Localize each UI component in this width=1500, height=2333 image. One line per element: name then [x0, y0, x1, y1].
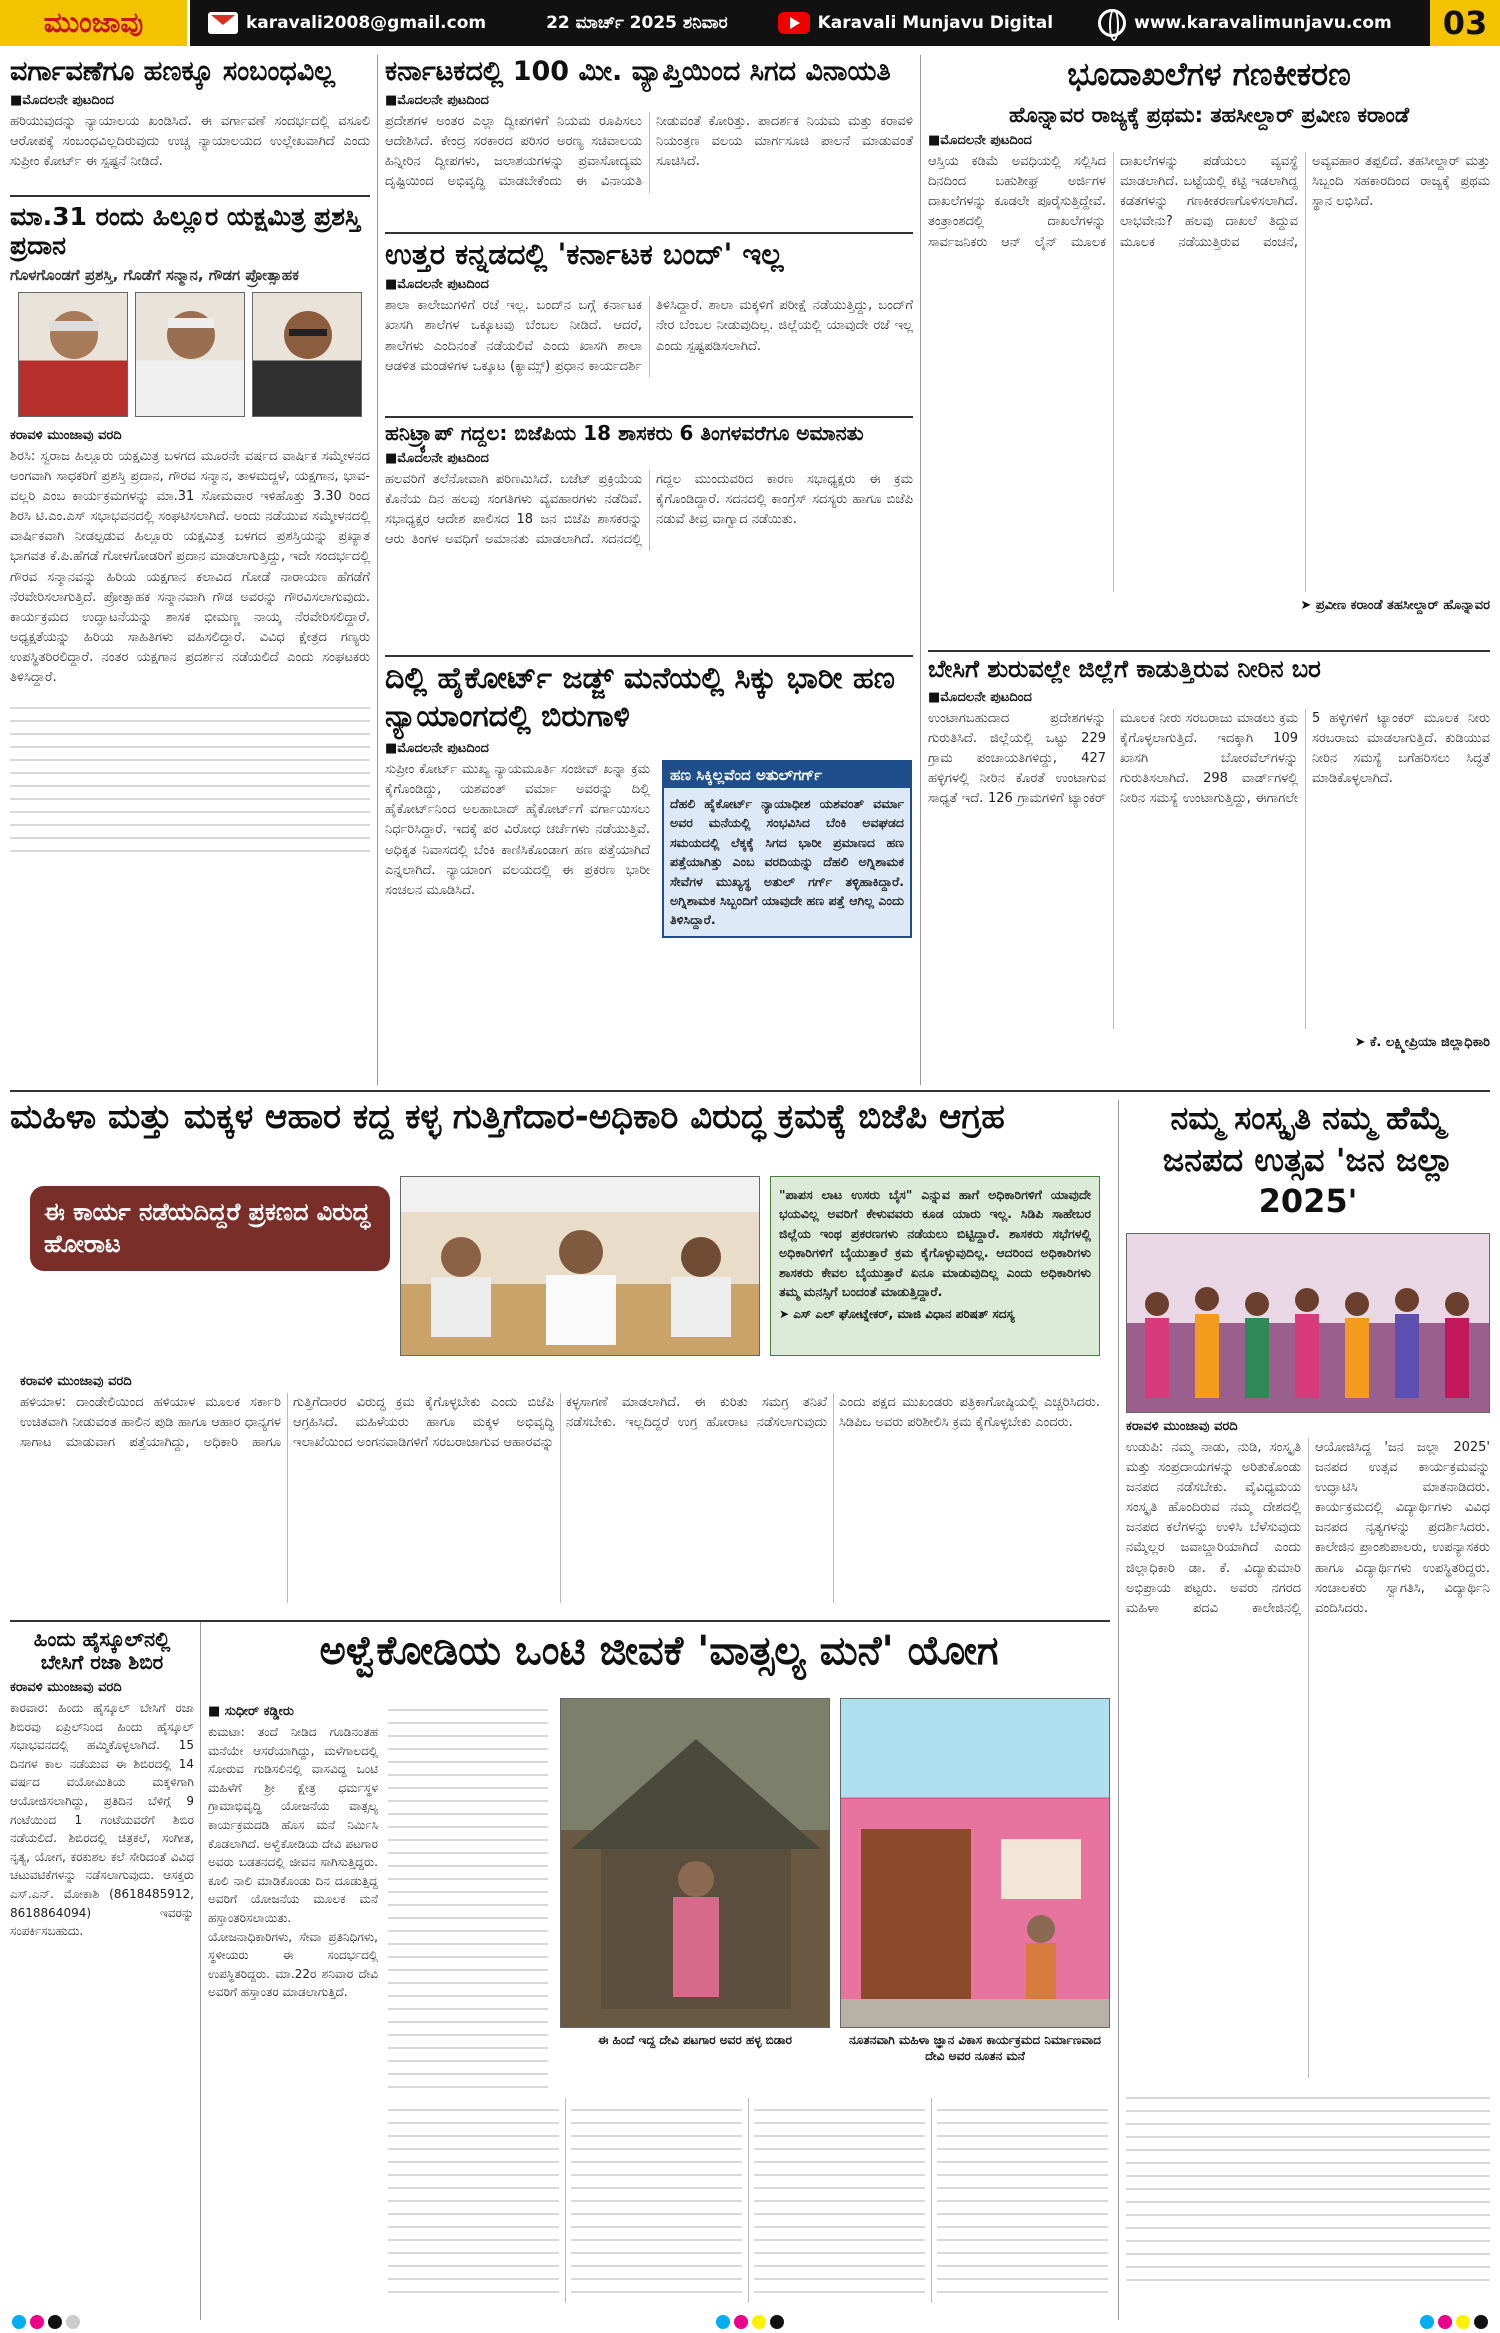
- old-hut-photo[interactable]: [560, 1698, 830, 2028]
- article-body: ಕುಮಟಾ: ತಂದೆ ನೀಡಿದ ಗೂಡಿನಂತಹ ಮನೆಯೇ ಆಸರೆಯಾಗಿದ್ದು, ಮಳೆಗಾಲದಲ್ಲಿ ಸೋರುವ ಗುಡಿಸಲಿನಲ್ಲಿ ವಾಸವಿದ್ದ ಒಂಟಿ ಮಹಿಳೆಗೆ ಶ್ರೀ ಕ್ಷೇತ್ರ ಧರ್ಮಸ್ಥಳ ಗ್ರಾಮಾಭಿವೃದ್ಧಿ ಯೋಜನೆಯ ವಾತ್ಸಲ್ಯ ಕಾರ್ಯಕ್ರಮದಡಿ ಹೊಸ ಮನೆ ನಿರ್ಮಿಸಿ ಕೊಡಲಾಗಿದೆ. ಅಳ್ವೆಕೋಡಿಯ ದೇವಿ ಪಟಗಾರ ಅವರು ಬಡತನದಲ್ಲಿ ಜೀವನ ಸಾಗಿಸುತ್ತಿದ್ದರು. ಕೂಲಿ ನಾಲಿ ಮಾಡಿಕೊಂಡು ದಿನ ದೂಡುತ್ತಿದ್ದ ಅವರಿಗೆ ಯೋಜನೆಯ ಮೂಲಕ ಮನೆ ಹಸ್ತಾಂತರಿಸಲಾಯಿತು. ಯೋಜನಾಧಿಕಾರಿಗಳು, ಸೇವಾ ಪ್ರತಿನಿಧಿಗಳು, ಸ್ಥಳೀಯರು ಈ ಸಂದರ್ಭದಲ್ಲಿ ಉಪಸ್ಥಿತರಿದ್ದರು. ಮಾ.22ರ ಶನಿವಾರ ದೇವಿ ಅವರಿಗೆ ಹಸ್ತಾಂತರ ಮಾಡಲಾಗುತ್ತಿದೆ.: [208, 1725, 378, 2000]
- photo-caption: ನೂತನವಾಗಿ ಮಹಿಳಾ ಜ್ಞಾನ ವಿಕಾಸ ಕಾರ್ಯಕ್ರಮದ ನಿರ್ಮಾಣವಾದ ದೇವಿ ಅವರ ನೂತನ ಮನೆ: [848, 2033, 1102, 2063]
- headline[interactable]: ಮಹಿಳಾ ಮತ್ತು ಮಕ್ಕಳ ಆಹಾರ ಕದ್ದ ಕಳ್ಳ ಗುತ್ತಿಗೆದಾರ-ಅಧಿಕಾರಿ ವಿರುದ್ಧ ಕ್ರಮಕ್ಕೆ ಬಿಜೆಪಿ ಆಗ್ರಹ: [10, 1098, 1005, 1137]
- article-karnataka-bandh: [385, 238, 913, 413]
- article-left-column: [208, 1698, 378, 2002]
- email-text: karavali2008@gmail.com: [246, 13, 487, 33]
- text-continuation: [937, 2098, 1108, 2298]
- email-contact[interactable]: [208, 12, 486, 34]
- subheadline: ಹೊನ್ನಾವರ ರಾಜ್ಯಕ್ಕೆ ಪ್ರಥಮ: ತಹಸೀಲ್ದಾರ್ ಪ್ರವೀಣ ಕರಾಂಡೆ: [1008, 102, 1410, 127]
- divider: [385, 232, 913, 234]
- magenta-dot-icon: [734, 2315, 748, 2329]
- portrait-photo[interactable]: [252, 292, 362, 417]
- cyan-dot-icon: [1420, 2315, 1434, 2329]
- article-body: ಉಡುಪಿ: ನಮ್ಮ ನಾಡು, ನುಡಿ, ಸಂಸ್ಕೃತಿ ಮತ್ತು ಸಂಪ್ರದಾಯಗಳನ್ನು ಅರಿತುಕೊಂಡು ಜನಪದ ನಡೆಸಬೇಕು. ವೈವಿಧ್ಯಮಯ ಸಂಸ್ಕೃತಿ ಹೊಂದಿರುವ ನಮ್ಮ ದೇಶದಲ್ಲಿ ಜನಪದ ಕಲೆಗಳನ್ನು ಉಳಿಸಿ ಬೆಳೆಸುವುದು ನಮ್ಮೆಲ್ಲರ ಜವಾಬ್ದಾರಿಯಾಗಿದೆ ಎಂದು ಜಿಲ್ಲಾಧಿಕಾರಿ ಡಾ. ಕೆ. ವಿದ್ಯಾಕುಮಾರಿ ಅಭಿಪ್ರಾಯ ಪಟ್ಟರು. ಅವರು ನಗರದ ಮಹಿಳಾ ಪದವಿ ಕಾಲೇಜಿನಲ್ಲಿ ಆಯೋಜಿಸಿದ್ದ 'ಜನ ಜಲ್ಲಾ 2025' ಜನಪದ ಉತ್ಸವ ಕಾರ್ಯಕ್ರಮವನ್ನು ಉದ್ಘಾಟಿಸಿ ಮಾತನಾಡಿದರು. ಕಾರ್ಯಕ್ರಮದಲ್ಲಿ ವಿದ್ಯಾರ್ಥಿಗಳು ವಿವಿಧ ಜನಪದ ನೃತ್ಯಗಳನ್ನು ಪ್ರದರ್ಶಿಸಿದರು. ಕಾಲೇಜಿನ ಪ್ರಾಂಶುಪಾಲರು, ಉಪನ್ಯಾಸಕರು ಹಾಗೂ ವಿದ್ಯಾರ್ಥಿಗಳು ಉಪಸ್ಥಿತರಿದ್ದರು. ಸಂಚಾಲಕರು ಸ್ವಾಗತಿಸಿ, ವಿದ್ಯಾರ್ಥಿನಿ ವಂದಿಸಿದರು.: [1126, 1439, 1490, 1616]
- munjavu-logo[interactable]: ಮುಂಜಾವು: [0, 0, 190, 46]
- press-meet-photo[interactable]: [400, 1176, 760, 1356]
- article-land-records: [928, 56, 1490, 648]
- person-silhouette-icon: [136, 293, 245, 417]
- issue-date: 22 ಮಾರ್ಚ್ 2025 ಶನಿವಾರ: [546, 13, 728, 33]
- new-house-photo[interactable]: [840, 1698, 1110, 2028]
- article-body: ಪ್ರದೇಶಗಳ ಅಂತರ ಎಲ್ಲಾ ದ್ವೀಪಗಳಿಗೆ ನಿಯಮ ರೂಪಿಸಲು ಆದೇಶಿಸಿದೆ. ಕೇಂದ್ರ ಸರಕಾರದ ಪರಿಸರ ಅರಣ್ಯ ಸಚಿವಾಲಯ ಹಿನ್ನೀರಿನ ದ್ವೀಪಗಳು, ಜಲಾಶಯಗಳನ್ನು ಪ್ರವಾಸೋದ್ಯಮ ದೃಷ್ಟಿಯಿಂದ ಅಭಿವೃದ್ಧಿ ಮಾಡಬೇಕೆಂದು ಈ ವಿನಾಯತಿ ನೀಡುವಂತೆ ಕೋರಿತ್ತು. ಪಾದರ್ಶಕ ನಿಯಮ ಮತ್ತು ಕರಾವಳಿ ನಿಯಂತ್ರಣ ವಲಯ ಮಾರ್ಗಸೂಚಿ ಪಾಲನೆ ಮಾಡುವಂತೆ ಸೂಚಿಸಿದೆ.: [385, 114, 913, 190]
- youtube-channel[interactable]: [778, 12, 1054, 34]
- registration-marks: [1420, 2315, 1488, 2329]
- signature: ➤ ಕೆ. ಲಕ್ಷ್ಮೀಪ್ರಿಯಾ ಜಿಲ್ಲಾಧಿಕಾರಿ: [1354, 1034, 1490, 1050]
- registration-marks: [12, 2315, 80, 2329]
- text-continuation: [1126, 2086, 1490, 2286]
- headline[interactable]: ಭೂದಾಖಲೆಗಳ ಗಣಕೀಕರಣ: [1067, 56, 1351, 93]
- headline[interactable]: ಕರ್ನಾಟಕದಲ್ಲಿ 100 ಮೀ. ವ್ಯಾಪ್ತಿಯಿಂದ ಸಿಗದ ವಿನಾಯತಿ: [385, 56, 891, 87]
- masthead-bar: [0, 0, 1500, 46]
- box-body: ದೆಹಲಿ ಹೈಕೋರ್ಟ್ ನ್ಯಾಯಾಧೀಶ ಯಶವಂತ್ ವರ್ಮಾ ಅವರ ಮನೆಯಲ್ಲಿ ಸಂಭವಿಸಿದ ಬೆಂಕಿ ಅವಘಡದ ಸಮಯದಲ್ಲಿ ಲೆಕ್ಕಕ್ಕೆ ಸಿಗದ ಭಾರೀ ಪ್ರಮಾಣದ ಹಣ ಪತ್ತೆಯಾಗಿತ್ತು ಎಂಬ ವರದಿಯನ್ನು ದೆಹಲಿ ಅಗ್ನಿಶಾಮಕ ಸೇವೆಗಳ ಮುಖ್ಯಸ್ಥ ಅತುಲ್ ಗರ್ಗ್ ತಳ್ಳಿಹಾಕಿದ್ದಾರೆ. ಅಗ್ನಿಶಾಮಕ ಸಿಬ್ಬಂದಿಗೆ ಯಾವುದೇ ಹಣ ಪತ್ತೆ ಆಗಿಲ್ಲ ಎಂದು ತಿಳಿಸಿದ್ದಾರೆ.: [670, 796, 904, 928]
- cyan-dot-icon: [12, 2315, 26, 2329]
- person-silhouette-icon: [19, 293, 128, 417]
- divider: [10, 1090, 1490, 1092]
- divider: [385, 655, 913, 657]
- magenta-dot-icon: [30, 2315, 44, 2329]
- byline: ■ ಸುಧೀರ್ ಕಡ್ಡೀರು: [208, 1704, 294, 1719]
- text-continuation: [754, 2098, 925, 2298]
- article-vatsalya-home: [208, 1628, 1110, 2308]
- byline: ■ಮೊದಲನೇ ಪುಟದಿಂದ: [928, 132, 1032, 148]
- website-text: www.karavalimunjavu.com: [1134, 13, 1392, 33]
- article-body-wrap: [385, 760, 913, 938]
- article-body: ಉಂಟಾಗಬಹುದಾದ ಪ್ರದೇಶಗಳನ್ನು ಗುರುತಿಸಿದೆ. ಜಿಲ್ಲೆಯಲ್ಲಿ ಒಟ್ಟು 229 ಗ್ರಾಮ ಪಂಚಾಯತಿಗಳಿದ್ದು, 427 ಹಳ್ಳಿಗಳಲ್ಲಿ ನೀರಿನ ಕೊರತೆ ಉಂಟಾಗುವ ಸಾಧ್ಯತೆ ಇದೆ. 126 ಗ್ರಾಮಗಳಿಗೆ ಟ್ಯಾಂಕರ್ ಮೂಲಕ ನೀರು ಸರಬರಾಜು ಮಾಡಲು ಕ್ರಮ ಕೈಗೊಳ್ಳಲಾಗುತ್ತಿದೆ. ಇದಕ್ಕಾಗಿ 109 ಖಾಸಗಿ ಬೋರವೆಲ್‌ಗಳನ್ನು ಗುರುತಿಸಲಾಗಿದೆ. 298 ವಾರ್ಡ್‌ಗಳಲ್ಲಿ ನೀರಿನ ಸಮಸ್ಯೆ ಉಂಟಾಗುತ್ತಿದ್ದು, ಈಗಾಗಲೇ 5 ಹಳ್ಳಿಗಳಿಗೆ ಟ್ಯಾಂಕರ್ ಮೂಲಕ ನೀರು ಸರಬರಾಜು ಮಾಡಲಾಗುತ್ತಿದೆ. ಕುಡಿಯುವ ನೀರಿನ ಸಮಸ್ಯೆ ಬಗೆಹರಿಸಲು ಸಿದ್ಧತೆ ಮಾಡಿಕೊಳ್ಳಲಾಗಿದೆ.: [928, 710, 1490, 807]
- text-continuation: [388, 1698, 548, 2088]
- yellow-dot-icon: [1456, 2315, 1470, 2329]
- quote-signature: ➤ ಎಸ್ ಎಲ್ ಘೋಟ್ನೇಕರ್, ಮಾಜಿ ವಿಧಾನ ಪರಿಷತ್ ಸದಸ್ಯ: [779, 1307, 1015, 1322]
- article-body: ಹಳಿಯಾಳ: ದಾಂಡೇಲಿಯಿಂದ ಹಳಿಯಾಳ ಮೂಲಕ ಸರ್ಕಾರಿ ಉಚಿತವಾಗಿ ನೀಡುವಂತ ಹಾಲಿನ ಪುಡಿ ಹಾಗೂ ಆಹಾರ ಧಾನ್ಯಗಳ ಸಾಗಾಟ ಮಾಡುವಾಗ ಪತ್ತೆಯಾಗಿದ್ದು, ಅಧಿಕಾರಿ ಹಾಗೂ ಗುತ್ತಿಗೆದಾರರ ವಿರುದ್ಧ ಕ್ರಮ ಕೈಗೊಳ್ಳಬೇಕು ಎಂದು ಬಿಜೆಪಿ ಆಗ್ರಹಿಸಿದೆ. ಮಹಿಳೆಯರು ಹಾಗೂ ಮಕ್ಕಳ ಅಭಿವೃದ್ಧಿ ಇಲಾಖೆಯಿಂದ ಅಂಗನವಾಡಿಗಳಿಗೆ ಸರಬರಾಜಾಗುವ ಆಹಾರವನ್ನು ಕಳ್ಳಸಾಗಣೆ ಮಾಡಲಾಗಿದೆ. ಈ ಕುರಿತು ಸಮಗ್ರ ತನಿಖೆ ನಡೆಸಬೇಕು. ಇಲ್ಲದಿದ್ದರೆ ಉಗ್ರ ಹೋರಾಟ ನಡೆಸಲಾಗುವುದು ಎಂದು ಪಕ್ಷದ ಮುಖಂಡರು ಪತ್ರಿಕಾಗೋಷ್ಠಿಯಲ್ಲಿ ಎಚ್ಚರಿಸಿದರು. ಸಿಡಿಪಿಒ ಅವರು ಪರಿಶೀಲಿಸಿ ಕ್ರಮ ಕೈಗೊಳ್ಳಬೇಕು ಎಂದರು.: [20, 1395, 1100, 1451]
- text-continuation-columns: [388, 2098, 1108, 2303]
- page-number: 03: [1430, 0, 1500, 46]
- headline[interactable]: ಹನಿಟ್ರ್ಯಾಪ್ ಗದ್ದಲ: ಬಿಜೆಪಿಯ 18 ಶಾಸಕರು 6 ತಿಂಗಳವರೆಗೂ ಅಮಾನತು: [385, 422, 864, 445]
- byline: ■ಮೊದಲನೇ ಪುಟದಿಂದ: [385, 741, 489, 756]
- article-body: ಹರಿಯುವುದನ್ನು ನ್ಯಾಯಾಲಯ ಖಂಡಿಸಿದೆ. ಈ ವರ್ಗಾವಣೆ ಸಂದರ್ಭದಲ್ಲಿ ವಸೂಲಿ ಆರೋಪಕ್ಕೆ ಸಂಬಂಧವಿಲ್ಲದಿರುವುದು ಉಚ್ಚ ನ್ಯಾಯಾಲಯದ ಉಲ್ಲೇಖವಾಗಿದೆ ಎಂದು ಸುಪ್ರೀಂ ಕೋರ್ಟ್‌ ಈ ಸ್ಪಷ್ಟನೆ ನೀಡಿದೆ.: [10, 114, 370, 170]
- article-body: ಕಾರವಾರ: ಹಿಂದು ಹೈಸ್ಕೂಲ್ ಬೇಸಿಗೆ ರಜಾ ಶಿಬಿರವು ಏಪ್ರಿಲ್‌ನಿಂದ ಹಿಂದು ಹೈಸ್ಕೂಲ್ ಸಭಾಭವನದಲ್ಲಿ ಹಮ್ಮಿಕೊಳ್ಳಲಾಗಿದೆ. 15 ದಿನಗಳ ಕಾಲ ನಡೆಯುವ ಈ ಶಿಬಿರದಲ್ಲಿ 14 ವರ್ಷದ ವಯೋಮಿತಿಯ ಮಕ್ಕಳಿಗಾಗಿ ಆಯೋಜಿಸಲಾಗಿದ್ದು, ಪ್ರತಿದಿನ ಬೆಳಿಗ್ಗೆ 9 ಗಂಟೆಯಿಂದ 1 ಗಂಟೆಯವರೆಗೆ ಶಿಬಿರ ನಡೆಯಲಿದೆ. ಶಿಬಿರದಲ್ಲಿ ಚಿತ್ರಕಲೆ, ಸಂಗೀತ, ನೃತ್ಯ, ಯೋಗ, ಕರಕುಶಲ ಕಲೆ ಸೇರಿದಂತೆ ವಿವಿಧ ಚಟುವಟಿಕೆಗಳನ್ನು ನಡೆಸಲಾಗುವುದು. ಆಸಕ್ತರು ಎಸ್.ಎನ್. ಮೋಕಾಶಿ (8618485912, 8618864094) ಇವರನ್ನು ಸಂಪರ್ಕಿಸಬಹುದು.: [10, 1701, 194, 1939]
- cyan-dot-icon: [716, 2315, 730, 2329]
- byline: ■ಮೊದಲನೇ ಪುಟದಿಂದ: [385, 277, 489, 293]
- quote-text: "ಪಾಪಸ ಲಾಟ ಉಸರು ಬೈಸ" ಎನ್ನುವ ಹಾಗೆ ಅಧಿಕಾರಿಗಳಿಗೆ ಯಾವುದೇ ಭಯವಿಲ್ಲ ಅವರಿಗೆ ಕೇಳುವವರು ಕೂಡ ಯಾರು ಇಲ್ಲ. ಸಿಡಿಪಿ ಸಾಹೇಬರ ಜಿಲ್ಲೆಯ ಇಂಥ ಪ್ರಕರಣಗಳು ನಡೆಯಲು ಬಿಟ್ಟಿದ್ದಾರೆ. ಶಾಸಕರು ಸಭೆಗಳಲ್ಲಿ ಅಧಿಕಾರಿಗಳಿಗೆ ಬೈಯುತ್ತಾರೆ ಕ್ರಮ ಕೈಗೊಳ್ಳುವುದಿಲ್ಲ. ಆದರಿಂದ ಅಧಿಕಾರಿಗಳು ಶಾಸಕರು ಕೇವಲ ಬೈಯುತ್ತಾರೆ ಏನೂ ಮಾಡುವುದಿಲ್ಲ ಎಂದು ಅಧಿಕಾರಿಗಳು ತಮ್ಮ ಮನಸ್ಸಿಗೆ ಬಂದಂತೆ ಮಾಡುತ್ತಿದ್ದಾರೆ.: [779, 1187, 1091, 1299]
- portrait-row: [10, 292, 370, 422]
- column-divider: [377, 55, 378, 1085]
- divider: [385, 416, 913, 418]
- divider: [10, 195, 370, 197]
- black-dot-icon: [770, 2315, 784, 2329]
- print-registration-bar: [0, 2311, 1500, 2333]
- dancers-icon: [1127, 1234, 1490, 1413]
- article-body: ಶಾಲಾ ಕಾಲೇಜುಗಳಿಗೆ ರಜೆ ಇಲ್ಲ. ಬಂದ್‌ನ ಬಗ್ಗೆ ಕರ್ನಾಟಕ ಖಾಸಗಿ ಶಾಲೆಗಳ ಒಕ್ಕೂಟವು ಬೆಂಬಲ ನೀಡಿದೆ. ಆದರೆ, ಶಾಲೆಗಳು ಎಂದಿನಂತೆ ನಡೆಯಲಿವೆ ಎಂದು ಖಾಸಗಿ ಶಾಲಾ ಆಡಳಿತ ಮಂಡಳಿಗಳ ಒಕ್ಕೂಟ (ಕ್ಯಾಮ್ಸ್) ಪ್ರಧಾನ ಕಾರ್ಯದರ್ಶಿ ತಿಳಿಸಿದ್ದಾರೆ. ಶಾಲಾ ಮಕ್ಕಳಿಗೆ ಪರೀಕ್ಷೆ ನಡೆಯುತ್ತಿದ್ದು, ಬಂದ್‌ಗೆ ನೇರ ಬೆಂಬಲ ನೀಡುವುದಿಲ್ಲ. ಜಿಲ್ಲೆಯಲ್ಲಿ ಯಾವುದೇ ರಜೆ ಇಲ್ಲ ಎಂದು ಸ್ಪಷ್ಟಪಡಿಸಲಾಗಿದೆ.: [385, 298, 913, 374]
- headline[interactable]: ದಿಲ್ಲಿ ಹೈಕೋರ್ಟ್‌ ಜಡ್ಜ್ ಮನೆಯಲ್ಲಿ ಸಿಕ್ಕು ಭಾರೀ ಹಣ ನ್ಯಾಯಾಂಗದಲ್ಲಿ ಬಿರುಗಾಳಿ: [385, 661, 895, 734]
- byline: ಕರಾವಳಿ ಮುಂಜಾವು ವರದಿ: [10, 1680, 122, 1695]
- sidebar-box: [662, 760, 912, 938]
- portrait-photo[interactable]: [18, 292, 128, 417]
- article-body-wrap: [20, 1368, 1100, 1603]
- headline[interactable]: ಬೇಸಿಗೆ ಶುರುವಲ್ಲೇ ಜಿಲ್ಲೆಗೆ ಕಾಡುತ್ತಿರುವ ನೀರಿನ ಬರ: [928, 656, 1321, 683]
- text-continuation: [10, 696, 370, 856]
- headline[interactable]: ಮಾ.31 ರಂದು ಹಿಲ್ಲೂರ ಯಕ್ಷಮಿತ್ರ ಪ್ರಶಸ್ತಿ ಪ್ರದಾನ: [10, 203, 361, 260]
- article-water-shortage: [928, 656, 1490, 1086]
- callout-banner: ಈ ಕಾರ್ಯ ನಡೆಯದಿದ್ದರೆ ಪ್ರಕಣದ ವಿರುದ್ಧ ಹೋರಾಟ: [30, 1186, 390, 1271]
- subheadline: ಗೊಳಗೊಂಡಗೆ ಪ್ರಶಸ್ತಿ, ಗೊಡೆಗೆ ಸನ್ಮಾನ, ಗೌಡಗ ಪ್ರೋತ್ಸಾಹಕ: [10, 265, 299, 284]
- headline[interactable]: ನಮ್ಮ ಸಂಸ್ಕೃತಿ ನಮ್ಮ ಹೆಮ್ಮೆ ಜನಪದ ಉತ್ಸವ 'ಜನ ಜಲ್ಲಾ 2025': [1162, 1099, 1454, 1221]
- article-island-exemption: [385, 56, 913, 231]
- headline[interactable]: ಹಿಂದು ಹೈಸ್ಕೂಲ್‌ನಲ್ಲಿ ಬೇಸಿಗೆ ರಜಾ ಶಿಬಿರ: [33, 1628, 171, 1674]
- byline: ಕರಾವಳಿ ಮುಂಜಾವು ವರದಿ: [10, 427, 122, 443]
- globe-icon: [1098, 9, 1126, 37]
- registration-marks: [716, 2315, 784, 2329]
- column-divider: [1118, 1100, 1119, 2320]
- quote-box: [770, 1176, 1100, 1356]
- text-continuation: [571, 2098, 742, 2298]
- headline[interactable]: ಉತ್ತರ ಕನ್ನಡದಲ್ಲಿ 'ಕರ್ನಾಟಕ ಬಂದ್' ಇಲ್ಲ: [385, 238, 784, 271]
- website-link[interactable]: [1098, 9, 1392, 37]
- byline: ■ಮೊದಲನೇ ಪುಟದಿಂದ: [385, 93, 489, 109]
- byline: ■ಮೊದಲನೇ ಪುಟದಿಂದ: [928, 689, 1032, 705]
- article-yakshamitra: [10, 203, 370, 1083]
- black-dot-icon: [1474, 2315, 1488, 2329]
- portrait-photo[interactable]: [135, 292, 245, 417]
- article-body: ಸುಪ್ರೀಂ ಕೋರ್ಟ್ ಮುಖ್ಯ ನ್ಯಾಯಮೂರ್ತಿ ಸಂಜೀವ್ ಖನ್ನಾ ಕ್ರಮ ಕೈಗೊಂಡಿದ್ದು, ಯಶವಂತ್ ವರ್ಮಾ ಅವರನ್ನು ದಿಲ್ಲಿ ಹೈಕೋರ್ಟ್‌ನಿಂದ ಅಲಹಾಬಾದ್ ಹೈಕೋರ್ಟ್‌ಗೆ ವರ್ಗಾಯಿಸಲು ನಿರ್ಧರಿಸಿದ್ದಾರೆ. ಇದಕ್ಕೆ ಪರ ವಿರೋಧ ಚರ್ಚೆಗಳು ನಡೆಯುತ್ತಿವೆ. ಅಧಿಕೃತ ನಿವಾಸದಲ್ಲಿ ಬೆಂಕಿ ಕಾಣಿಸಿಕೊಂಡಾಗ ಹಣ ಪತ್ತೆಯಾಗಿದೆ ಎನ್ನಲಾಗಿದೆ. ನ್ಯಾಯಾಂಗ ವಲಯದಲ್ಲಿ ಈ ಪ್ರಕರಣ ಭಾರೀ ಸಂಚಲನ ಮೂಡಿಸಿದೆ.: [385, 762, 650, 898]
- magenta-dot-icon: [1438, 2315, 1452, 2329]
- photo-caption: ಈ ಹಿಂದೆ ಇದ್ದ ದೇವಿ ಪಟಗಾರ ಅವರ ಹಳ್ಳ ಬಿಡಾರ: [598, 2033, 792, 2047]
- youtube-text: Karavali Munjavu Digital: [817, 13, 1054, 33]
- hut-icon: [561, 1699, 830, 2028]
- article-body: ಆಸ್ತಿಯ ಕಡಿಮೆ ಅವಧಿಯಲ್ಲಿ ಸಲ್ಲಿಸಿದ ದಿನದಿಂದ ಬಹುಶೀಘ್ರ ಅರ್ಜಿಗಳ ದಾಖಲೆಗಳನ್ನು ಕೂಡಲೇ ಪೂರೈಸುತ್ತಿದ್ದೇವೆ. ತಂತ್ರಾಂಶದಲ್ಲಿ ದಾಖಲೆಗಳನ್ನು ಸಾರ್ವಜನಿಕರು ಆನ್ ಲೈನ್ ಮೂಲಕ ದಾಖಲೆಗಳನ್ನು ಪಡೆಯಲು ವ್ಯವಸ್ಥೆ ಮಾಡಲಾಗಿದೆ. ಬಟ್ಟೆಯಲ್ಲಿ ಕಟ್ಟಿ ಇಡಲಾಗಿದ್ದ ಕಡತಗಳನ್ನು ಗಣಕೀಕರಣಗೊಳಿಸಲಾಗಿದೆ. ಲಾಭವೇನು? ಹಲವು ದಾಖಲೆ ತಿದ್ದುವ ಮೂಲಕ ನಡೆಯುತ್ತಿರುವ ವಂಚನೆ, ಅವ್ಯವಹಾರ ತಪ್ಪಲಿದೆ. ತಹಸೀಲ್ದಾರ್ ಮತ್ತು ಸಿಬ್ಬಂದಿ ಸಹಕಾರದಿಂದ ರಾಜ್ಯಕ್ಕೆ ಪ್ರಥಮ ಸ್ಥಾನ ಲಭಿಸಿದೆ.: [928, 153, 1490, 250]
- article-folk-festival: [1126, 1098, 1490, 2308]
- headline[interactable]: ವರ್ಗಾವಣೆಗೂ ಹಣಕ್ಕೂ ಸಂಬಂಧವಿಲ್ಲ: [10, 56, 335, 87]
- house-icon: [841, 1699, 1110, 2028]
- people-icon: [401, 1177, 760, 1356]
- festival-photo[interactable]: [1126, 1233, 1490, 1413]
- article-delhi-judge: [385, 660, 913, 1085]
- byline: ಕರಾವಳಿ ಮುಂಜಾವು ವರದಿ: [1126, 1418, 1238, 1434]
- divider: [10, 1620, 1110, 1622]
- person-silhouette-icon: [253, 293, 362, 417]
- headline[interactable]: ಅಳ್ವೆಕೋಡಿಯ ಒಂಟಿ ಜೀವಕೆ 'ವಾತ್ಸಲ್ಯ ಮನೆ' ಯೋಗ: [319, 1628, 999, 1674]
- article-transfer: [10, 56, 370, 191]
- column-divider: [200, 1620, 201, 2320]
- article-honeytrap: [385, 422, 913, 652]
- gmail-icon: [208, 12, 238, 34]
- column-divider: [920, 55, 921, 1085]
- yellow-dot-icon: [752, 2315, 766, 2329]
- text-continuation: [388, 2098, 559, 2298]
- article-bjp-food-theft: [10, 1098, 1110, 1618]
- divider: [928, 650, 1490, 652]
- signature: ➤ ಪ್ರವೀಣ ಕರಾಂಡೆ ತಹಸೀಲ್ದಾರ್ ಹೊನ್ನಾವರ: [1300, 597, 1490, 613]
- article-summer-camp: [10, 1628, 194, 2308]
- black-dot-icon: [48, 2315, 62, 2329]
- byline: ■ಮೊದಲನೇ ಪುಟದಿಂದ: [385, 451, 489, 466]
- grey-dot-icon: [66, 2315, 80, 2329]
- article-body: ಹಲವರಿಗೆ ತಲೆನೋವಾಗಿ ಪರಿಣಮಿಸಿದೆ. ಬಜೆಟ್ ಪ್ರಕ್ರಿಯೆಯ ಕೊನೆಯ ದಿನ ಹಲವು ಸಂಗತಿಗಳು ವ್ಯವಹಾರಗಳು ನಡೆದಿವೆ. ಸಭಾಧ್ಯಕ್ಷರ ಆದೇಶ ಪಾಲಿಸದ 18 ಜನ ಬಿಜೆಪಿ ಶಾಸಕರನ್ನು ಆರು ತಿಂಗಳ ಅವಧಿಗೆ ಅಮಾನತು ಮಾಡಲಾಗಿದೆ. ಸದನದಲ್ಲಿ ಗದ್ದಲ ಮುಂದುವರಿದ ಕಾರಣ ಸಭಾಧ್ಯಕ್ಷರು ಈ ಕ್ರಮ ಕೈಗೊಂಡಿದ್ದಾರೆ. ಸದನದಲ್ಲಿ ಕಾಂಗ್ರೆಸ್ ಸದಸ್ಯರು ಹಾಗೂ ಬಿಜೆಪಿ ನಡುವೆ ತೀವ್ರ ವಾಗ್ವಾದ ನಡೆಯಿತು.: [385, 472, 913, 548]
- box-title: ಹಣ ಸಿಕ್ಕಿಲ್ಲವೆಂದ ಅತುಲ್‌ಗರ್ಗ್: [664, 762, 910, 788]
- article-body: ಶಿರಸಿ: ಸ್ವರಾಜ ಹಿಲ್ಲೂರು ಯಕ್ಷಮಿತ್ರ ಬಳಗದ ಮೂರನೇ ವರ್ಷದ ವಾರ್ಷಿಕ ಸಮ್ಮೇಳನದ ಅಂಗವಾಗಿ ಸಾಧಕರಿಗೆ ಪ್ರಶಸ್ತಿ ಪ್ರದಾನ, ಗೌರವ ಸನ್ಮಾನ, ತಾಳಮದ್ದಳೆ, ಯಕ್ಷಗಾನ, ಭಾವ-ವಲ್ಲರಿ ಎಂಬ ಕಾರ್ಯಕ್ರಮಗಳನ್ನು ಮಾ.31 ಸೋಮವಾರ ಇಳಿಹೊತ್ತು 3.30 ರಿಂದ ಶಿರಸಿ ಟಿ.ಎಂ.ಎಸ್ ಸಭಾಭವನದಲ್ಲಿ ಸಂಘಟಿಸಲಾಗಿದೆ. ಅಂದು ನಡೆಯುವ ಸಮ್ಮೇಳನದಲ್ಲಿ ವಾರ್ಷಿಕವಾಗಿ ನೀಡಲ್ಪಡುವ ಹಿಲ್ಲೂರು ಯಕ್ಷಮಿತ್ರ ಬಳಗದ ಪ್ರಶಸ್ತಿಯನ್ನು ಪ್ರಖ್ಯಾತ ಭಾಗವತ ಕೆ.ಪಿ.ಹೆಗಡೆ ಗೋಳಗೋಡರಿಗೆ ಪ್ರದಾನ ಮಾಡಲಾಗುತ್ತಿದ್ದು, ಇದೇ ಸಂದರ್ಭದಲ್ಲಿ ಗೌರವ ಸನ್ಮಾನವನ್ನು ಹಿರಿಯ ಯಕ್ಷಗಾನ ಕಲಾವಿದ ಗೋಡೆ ನಾರಾಯಣ ಹೆಗಡೆಗೆ ನೆರವೇರಿಸಲಾಗುತ್ತಿದೆ. ಪ್ರೋತ್ಸಾಹಕ ಸನ್ಮಾನವಾಗಿ ಗೌಡ ಅವರನ್ನು ಗೌರವಿಸಲಾಗುವುದು. ಕಾರ್ಯಕ್ರಮದ ಉದ್ಘಾಟನೆಯನ್ನು ಶಾಸಕ ಭೀಮಣ್ಣ ನಾಯ್ಕ ನೆರವೇರಿಸಲಿದ್ದಾರೆ. ಅಧ್ಯಕ್ಷತೆಯನ್ನು ಹಿರಿಯ ಸಾಹಿತಿಗಳು ವಹಿಸಲಿದ್ದಾರೆ. ವಿವಿಧ ಕ್ಷೇತ್ರದ ಗಣ್ಯರು ಉಪಸ್ಥಿತರಿರಲಿದ್ದಾರೆ. ನಂತರ ಯಕ್ಷಗಾನ ಪ್ರದರ್ಶನ ನಡೆಯಲಿದೆ ಎಂದು ಸಂಘಟಕರು ತಿಳಿಸಿದ್ದಾರೆ.: [10, 448, 370, 686]
- byline: ■ಮೊದಲನೇ ಪುಟದಿಂದ: [10, 93, 114, 109]
- byline: ಕರಾವಳಿ ಮುಂಜಾವು ವರದಿ: [20, 1374, 132, 1389]
- youtube-icon: [778, 12, 810, 34]
